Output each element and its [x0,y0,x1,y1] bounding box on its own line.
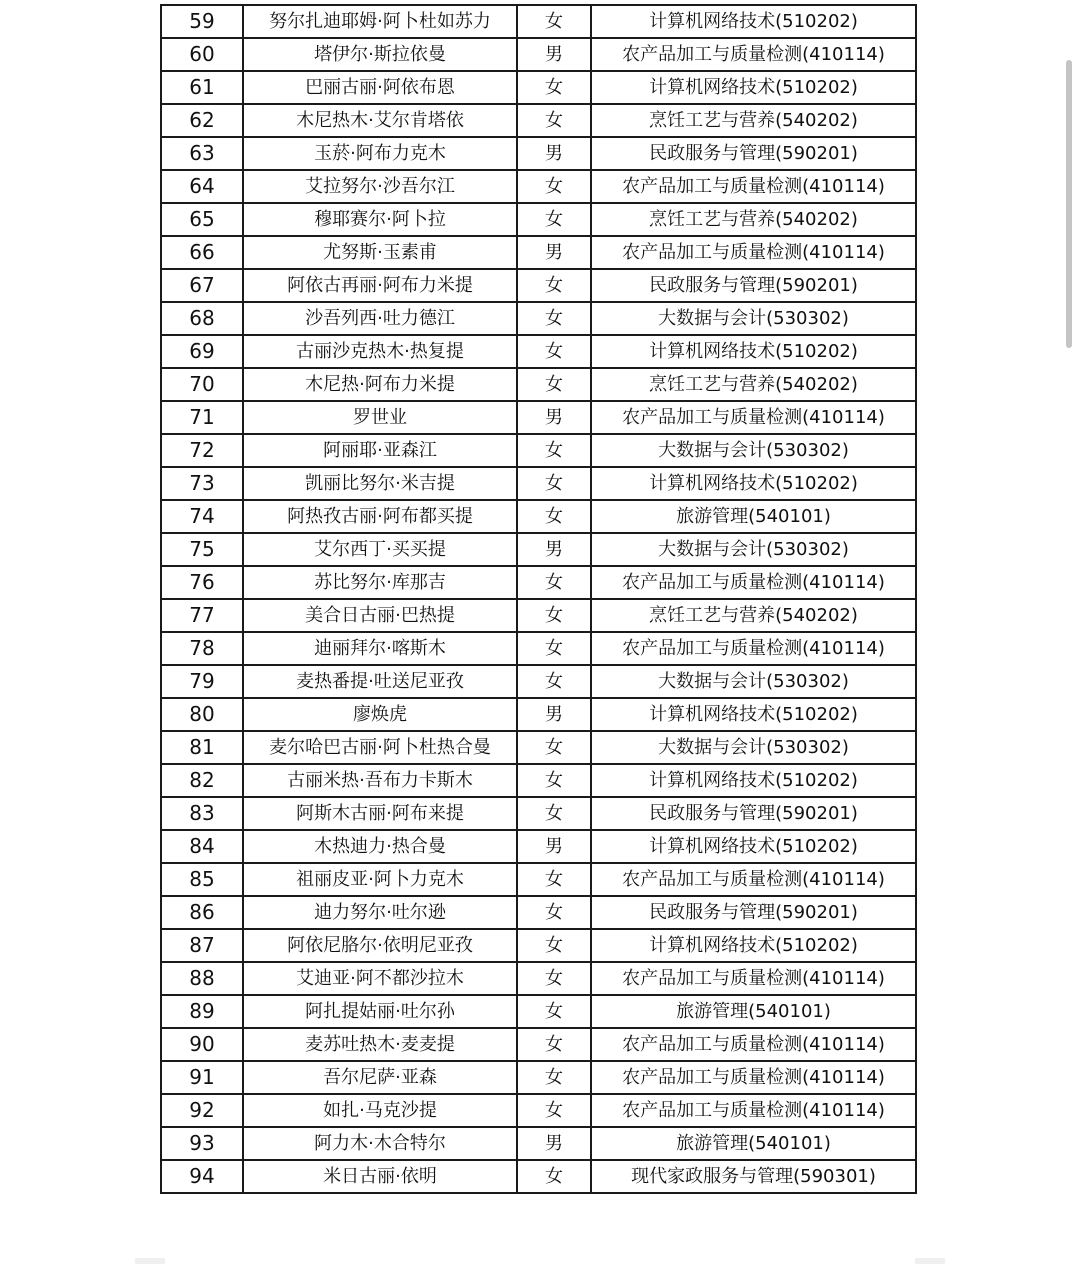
gender-cell: 女 [517,896,591,929]
table-row [161,302,916,335]
major-cell: 大数据与会计(530302) [591,302,916,335]
table-row [161,401,916,434]
major-cell: 民政服务与管理(590201) [591,137,916,170]
major-cell: 旅游管理(540101) [591,500,916,533]
student-name-cell: 古丽沙克热木·热复提 [243,335,517,368]
gender-cell: 男 [517,698,591,731]
major-cell: 计算机网络技术(510202) [591,71,916,104]
gender-cell: 女 [517,1061,591,1094]
student-name-cell: 迪力努尔·吐尔逊 [243,896,517,929]
gender-cell: 男 [517,236,591,269]
student-name-cell: 木尼热木·艾尔肯塔依 [243,104,517,137]
row-number-cell: 77 [161,599,243,632]
scrollbar-thumb[interactable] [1066,60,1072,348]
gender-cell: 男 [517,137,591,170]
row-number-cell: 70 [161,368,243,401]
table-row [161,566,916,599]
row-number-cell: 72 [161,434,243,467]
gender-cell: 女 [517,104,591,137]
gender-cell: 女 [517,566,591,599]
student-name-cell: 阿依尼胳尔·依明尼亚孜 [243,929,517,962]
student-name-cell: 沙吾列西·吐力德江 [243,302,517,335]
table-row [161,896,916,929]
student-name-cell: 木热迪力·热合曼 [243,830,517,863]
table-row [161,203,916,236]
table-row [161,236,916,269]
gender-cell: 女 [517,5,591,38]
major-cell: 旅游管理(540101) [591,1127,916,1160]
major-cell: 大数据与会计(530302) [591,533,916,566]
gender-cell: 女 [517,1028,591,1061]
table-row [161,632,916,665]
major-cell: 计算机网络技术(510202) [591,698,916,731]
row-number-cell: 63 [161,137,243,170]
row-number-cell: 60 [161,38,243,71]
gender-cell: 女 [517,335,591,368]
table-row [161,38,916,71]
student-name-cell: 古丽米热·吾布力卡斯木 [243,764,517,797]
table-row [161,1028,916,1061]
major-cell: 农产品加工与质量检测(410114) [591,38,916,71]
page-edge-left [135,1258,165,1264]
gender-cell: 女 [517,632,591,665]
row-number-cell: 93 [161,1127,243,1160]
row-number-cell: 85 [161,863,243,896]
row-number-cell: 74 [161,500,243,533]
student-name-cell: 美合日古丽·巴热提 [243,599,517,632]
major-cell: 民政服务与管理(590201) [591,797,916,830]
table-row [161,830,916,863]
major-cell: 农产品加工与质量检测(410114) [591,170,916,203]
row-number-cell: 78 [161,632,243,665]
major-cell: 计算机网络技术(510202) [591,929,916,962]
row-number-cell: 92 [161,1094,243,1127]
table-row [161,71,916,104]
student-name-cell: 麦热番提·吐送尼亚孜 [243,665,517,698]
table-row [161,1061,916,1094]
table-row [161,137,916,170]
major-cell: 农产品加工与质量检测(410114) [591,1028,916,1061]
student-name-cell: 麦尔哈巴古丽·阿卜杜热合曼 [243,731,517,764]
table-row [161,599,916,632]
row-number-cell: 82 [161,764,243,797]
major-cell: 计算机网络技术(510202) [591,764,916,797]
student-name-cell: 巴丽古丽·阿依布恩 [243,71,517,104]
gender-cell: 女 [517,170,591,203]
table-row [161,170,916,203]
row-number-cell: 86 [161,896,243,929]
row-number-cell: 90 [161,1028,243,1061]
table-row [161,995,916,1028]
page-edge-right [915,1258,945,1264]
row-number-cell: 73 [161,467,243,500]
student-name-cell: 艾尔西丁·买买提 [243,533,517,566]
row-number-cell: 64 [161,170,243,203]
student-name-cell: 麦苏吐热木·麦麦提 [243,1028,517,1061]
student-name-cell: 祖丽皮亚·阿卜力克木 [243,863,517,896]
table-row [161,5,916,38]
row-number-cell: 59 [161,5,243,38]
row-number-cell: 76 [161,566,243,599]
student-name-cell: 阿依古再丽·阿布力米提 [243,269,517,302]
student-name-cell: 尤努斯·玉素甫 [243,236,517,269]
row-number-cell: 84 [161,830,243,863]
student-list-table [160,4,917,1194]
major-cell: 计算机网络技术(510202) [591,830,916,863]
table-row [161,1160,916,1193]
major-cell: 计算机网络技术(510202) [591,335,916,368]
gender-cell: 女 [517,863,591,896]
gender-cell: 女 [517,599,591,632]
table-row [161,1127,916,1160]
student-name-cell: 努尔扎迪耶姆·阿卜杜如苏力 [243,5,517,38]
major-cell: 大数据与会计(530302) [591,731,916,764]
gender-cell: 男 [517,1127,591,1160]
table-row [161,698,916,731]
gender-cell: 女 [517,1160,591,1193]
table-row [161,269,916,302]
row-number-cell: 69 [161,335,243,368]
major-cell: 烹饪工艺与营养(540202) [591,104,916,137]
major-cell: 旅游管理(540101) [591,995,916,1028]
gender-cell: 女 [517,368,591,401]
gender-cell: 女 [517,764,591,797]
major-cell: 农产品加工与质量检测(410114) [591,566,916,599]
table-row [161,434,916,467]
major-cell: 民政服务与管理(590201) [591,269,916,302]
table-row [161,929,916,962]
gender-cell: 男 [517,38,591,71]
major-cell: 大数据与会计(530302) [591,665,916,698]
row-number-cell: 71 [161,401,243,434]
student-name-cell: 阿力木·木合特尔 [243,1127,517,1160]
student-name-cell: 艾迪亚·阿不都沙拉木 [243,962,517,995]
table-row [161,665,916,698]
gender-cell: 女 [517,1094,591,1127]
table-body [161,5,916,1193]
student-name-cell: 吾尔尼萨·亚森 [243,1061,517,1094]
gender-cell: 男 [517,830,591,863]
table-row [161,962,916,995]
major-cell: 烹饪工艺与营养(540202) [591,599,916,632]
row-number-cell: 91 [161,1061,243,1094]
gender-cell: 女 [517,302,591,335]
table-row [161,533,916,566]
table-row [161,731,916,764]
row-number-cell: 87 [161,929,243,962]
student-name-cell: 罗世业 [243,401,517,434]
student-name-cell: 玉菸·阿布力克木 [243,137,517,170]
row-number-cell: 67 [161,269,243,302]
major-cell: 烹饪工艺与营养(540202) [591,203,916,236]
table-row [161,863,916,896]
major-cell: 大数据与会计(530302) [591,434,916,467]
gender-cell: 女 [517,665,591,698]
table-row [161,104,916,137]
row-number-cell: 88 [161,962,243,995]
row-number-cell: 81 [161,731,243,764]
gender-cell: 女 [517,929,591,962]
student-name-cell: 阿扎提姑丽·吐尔孙 [243,995,517,1028]
major-cell: 农产品加工与质量检测(410114) [591,962,916,995]
student-name-cell: 艾拉努尔·沙吾尔江 [243,170,517,203]
major-cell: 农产品加工与质量检测(410114) [591,236,916,269]
major-cell: 烹饪工艺与营养(540202) [591,368,916,401]
table-row [161,797,916,830]
major-cell: 计算机网络技术(510202) [591,5,916,38]
gender-cell: 女 [517,797,591,830]
major-cell: 农产品加工与质量检测(410114) [591,1094,916,1127]
table-row [161,500,916,533]
student-name-cell: 木尼热·阿布力米提 [243,368,517,401]
student-name-cell: 凯丽比努尔·米吉提 [243,467,517,500]
table-row [161,368,916,401]
gender-cell: 女 [517,467,591,500]
row-number-cell: 83 [161,797,243,830]
student-name-cell: 阿丽耶·亚森江 [243,434,517,467]
student-name-cell: 苏比努尔·库那吉 [243,566,517,599]
table-row [161,467,916,500]
student-name-cell: 如扎·马克沙提 [243,1094,517,1127]
row-number-cell: 75 [161,533,243,566]
gender-cell: 男 [517,533,591,566]
table-row [161,764,916,797]
row-number-cell: 61 [161,71,243,104]
student-name-cell: 阿热孜古丽·阿布都买提 [243,500,517,533]
major-cell: 农产品加工与质量检测(410114) [591,401,916,434]
gender-cell: 女 [517,962,591,995]
gender-cell: 男 [517,401,591,434]
major-cell: 民政服务与管理(590201) [591,896,916,929]
row-number-cell: 79 [161,665,243,698]
gender-cell: 女 [517,71,591,104]
row-number-cell: 89 [161,995,243,1028]
gender-cell: 女 [517,995,591,1028]
row-number-cell: 66 [161,236,243,269]
gender-cell: 女 [517,500,591,533]
student-name-cell: 阿斯木古丽·阿布来提 [243,797,517,830]
gender-cell: 女 [517,203,591,236]
row-number-cell: 65 [161,203,243,236]
row-number-cell: 80 [161,698,243,731]
student-name-cell: 迪丽拜尔·喀斯木 [243,632,517,665]
student-name-cell: 米日古丽·依明 [243,1160,517,1193]
gender-cell: 女 [517,731,591,764]
student-name-cell: 塔伊尔·斯拉依曼 [243,38,517,71]
major-cell: 农产品加工与质量检测(410114) [591,632,916,665]
row-number-cell: 62 [161,104,243,137]
major-cell: 计算机网络技术(510202) [591,467,916,500]
student-name-cell: 廖焕虎 [243,698,517,731]
gender-cell: 女 [517,269,591,302]
row-number-cell: 68 [161,302,243,335]
row-number-cell: 94 [161,1160,243,1193]
major-cell: 农产品加工与质量检测(410114) [591,863,916,896]
table-row [161,1094,916,1127]
table-row [161,335,916,368]
major-cell: 农产品加工与质量检测(410114) [591,1061,916,1094]
gender-cell: 女 [517,434,591,467]
student-name-cell: 穆耶赛尔·阿卜拉 [243,203,517,236]
major-cell: 现代家政服务与管理(590301) [591,1160,916,1193]
